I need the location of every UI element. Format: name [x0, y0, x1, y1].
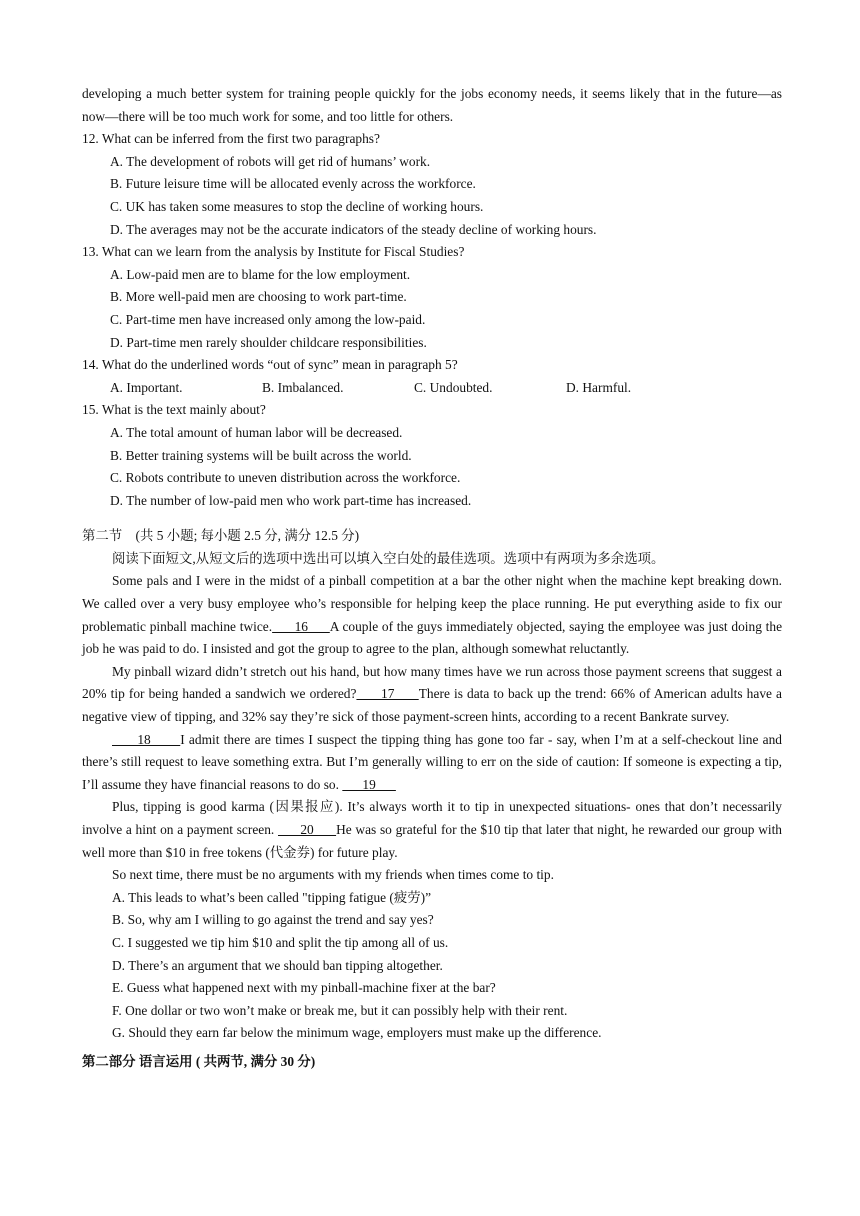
option-c: C. UK has taken some measures to stop the decline of working hours.: [110, 198, 484, 214]
choice-c: C. I suggested we tip him $10 and split the tip among all of us.: [112, 934, 449, 950]
choice-a: A. This leads to what’s been called "tipping fatigue (疲劳)”: [112, 889, 432, 905]
choice-list: [82, 887, 782, 1045]
choice-g: G. Should they earn far below the minimum wage, employers must make up the difference.: [112, 1025, 602, 1041]
cloze-paragraph-5: So next time, there must be no arguments with my friends when times come to tip.: [112, 867, 554, 883]
paragraph-text: My pinball wizard didn’t stretch out his hand, but how many times have we run across those payment screens that suggest a 20% tip for being handed a sandwich we ordered?: [82, 663, 782, 702]
cloze-paragraph-1: [82, 570, 782, 660]
section-instruction: 阅读下面短文,从短文后的选项中选出可以填入空白处的最佳选项。选项中有两项为多余选项。: [112, 550, 665, 566]
option-d: D. Part-time men rarely shoulder childcare responsibilities.: [110, 334, 427, 350]
question-stem: 14. What do the underlined words “out of sync” mean in paragraph 5?: [82, 357, 458, 373]
option-a: A. The total amount of human labor will be decreased.: [110, 424, 403, 440]
option-b: B. Future leisure time will be allocated evenly across the workforce.: [110, 176, 476, 192]
part-header: 第二部分 语言运用 ( 共两节, 满分 30 分): [82, 1053, 316, 1069]
question-14: [82, 354, 782, 399]
paragraph-text: A couple of the guys immediately objected, saying the employee was just doing the job he was paid to do. I insisted and got the group to agree to the plan, although somewhat reluctantly.: [82, 618, 783, 657]
paragraph-text: Plus, tipping is good karma (因果报应). It’s always worth it to tip in unexpected situations- ones that don’t necessarily involve a hint on a payment screen.: [82, 799, 782, 837]
paragraph-text: Some pals and I were in the midst of a pinball competition at a bar the other night when the machine kept breaking down. We called over a very busy employee who’s responsible for helping keep the place running. He put everything aside to fix our problematic pinball machine twice.: [82, 573, 782, 634]
option-b: B. More well-paid men are choosing to work part-time.: [110, 289, 407, 305]
option-a: A. The development of robots will get rid of humans’ work.: [110, 153, 431, 169]
option-a: A. Important.: [110, 379, 183, 395]
choice-b: B. So, why am I willing to go against the trend and say yes?: [112, 912, 434, 928]
option-d: D. The number of low-paid men who work part-time has increased.: [110, 492, 472, 508]
option-c: C. Undoubted.: [414, 379, 493, 395]
paragraph-text: I admit there are times I suspect the tipping thing has gone too far - say, when I’m at a self-checkout line and there’s still request to leave something extra. But I’m generally willing to err on the side of caution: If someone is expecting a tip, I’ll assume they have financial reasons to do so.: [82, 731, 782, 792]
paragraph-text: He was so grateful for the $10 tip that later that night, he rewarded our group with well more than $10 in free tokens (代金券) for future play.: [82, 822, 782, 860]
blank-20: 20: [278, 822, 337, 837]
choice-f: F. One dollar or two won’t make or break me, but it can possibly help with their rent.: [112, 1002, 568, 1018]
blank-18: 18: [112, 731, 181, 747]
cloze-paragraph-4: [82, 796, 782, 864]
blank-19: 19: [342, 776, 396, 792]
option-c: C. Part-time men have increased only among the low-paid.: [110, 311, 426, 327]
option-c: C. Robots contribute to uneven distribution across the workforce.: [110, 470, 461, 486]
blank-16: 16: [272, 618, 330, 634]
option-d: D. Harmful.: [566, 379, 632, 395]
exam-page: [82, 83, 782, 1074]
choice-e: E. Guess what happened next with my pinball-machine fixer at the bar?: [112, 980, 496, 996]
question-13: [82, 241, 782, 354]
paragraph-text: There is data to back up the trend: 66% of American adults have a negative view of tipping, and 32% say they’re sick of those payment-screen hints, according to a recent Bankrate survey.: [82, 686, 783, 725]
question-15: [82, 399, 782, 512]
question-stem: 12. What can be inferred from the first two paragraphs?: [82, 131, 380, 147]
question-12: [82, 128, 782, 241]
option-a: A. Low-paid men are to blame for the low employment.: [110, 266, 411, 282]
blank-17: 17: [356, 686, 419, 702]
options-row: [82, 377, 782, 400]
section-header: 第二节 (共 5 小题; 每小题 2.5 分, 满分 12.5 分): [82, 528, 360, 544]
cloze-paragraph-2: [82, 661, 782, 729]
option-d: D. The averages may not be the accurate indicators of the steady decline of working hours.: [110, 221, 597, 237]
choice-d: D. There’s an argument that we should ban tipping altogether.: [112, 957, 443, 973]
option-b: B. Imbalanced.: [262, 379, 344, 395]
passage-continuation: developing a much better system for training people quickly for the jobs economy needs, it seems likely that in the future—as now—there will be too much work for some, and too little for others.: [82, 86, 782, 124]
option-b: B. Better training systems will be built across the world.: [110, 447, 412, 463]
question-stem: 13. What can we learn from the analysis by Institute for Fiscal Studies?: [82, 244, 465, 260]
cloze-paragraph-3: [82, 729, 782, 797]
question-stem: 15. What is the text mainly about?: [82, 402, 266, 418]
